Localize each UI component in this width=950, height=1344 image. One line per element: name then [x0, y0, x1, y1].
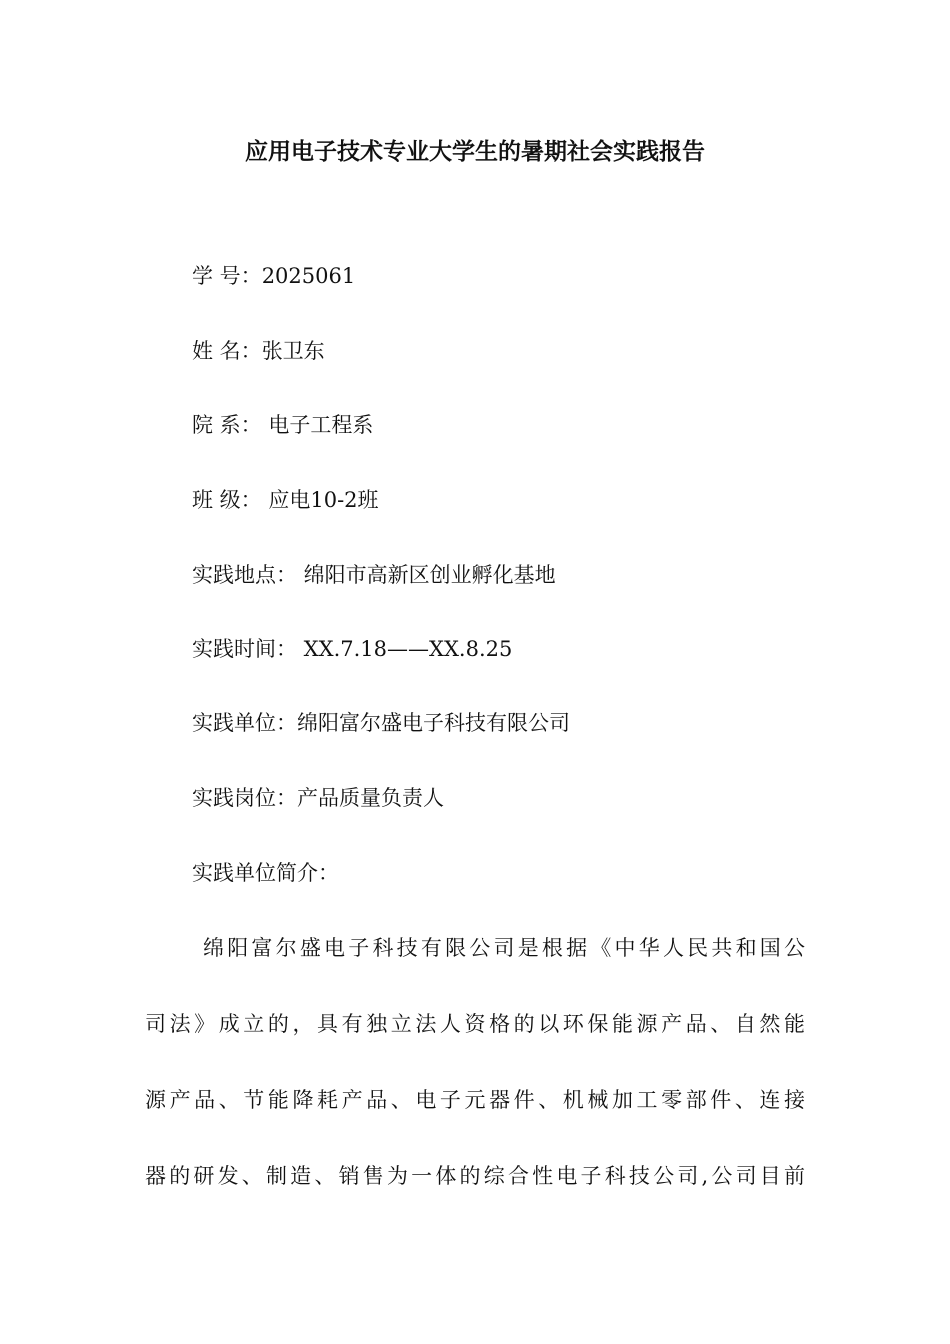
field-student-id [192, 261, 355, 291]
field-value: 张卫东 [261, 339, 325, 363]
field-value: 绵阳市高新区创业孵化基地 [297, 563, 556, 587]
field-name [192, 336, 325, 366]
document-title: 应用电子技术专业大学生的暑期社会实践报告 [245, 139, 705, 165]
field-label: 学 号： [192, 264, 262, 288]
field-label: 班 级： [192, 488, 262, 512]
field-label: 实践时间： [192, 637, 297, 661]
field-label: 院 系： [192, 413, 262, 437]
paragraph-line: 绵阳富尔盛电子科技有限公司是根据《中华人民共和国公 [203, 936, 805, 960]
paragraph-line: 器的研发、制造、销售为一体的综合性电子科技公司,公司目前 [145, 1164, 805, 1188]
field-label: 实践岗位： [192, 786, 297, 810]
field-label: 实践单位： [192, 711, 297, 735]
field-department [192, 410, 373, 440]
field-value: 2025061 [261, 264, 356, 288]
field-time [192, 634, 512, 664]
field-value: XX.7.18——XX.8.25 [297, 637, 513, 661]
field-value: 产品质量负责人 [297, 786, 444, 810]
field-unit [192, 708, 570, 738]
paragraph-line: 源产品、节能降耗产品、电子元器件、机械加工零部件、连接 [145, 1088, 805, 1112]
field-value: 应电10-2班 [261, 488, 379, 512]
field-unit-intro [192, 858, 339, 888]
paragraph-line: 司法》成立的，具有独立法人资格的以环保能源产品、自然能 [145, 1012, 805, 1036]
field-location [192, 560, 556, 590]
field-label: 实践地点： [192, 563, 297, 587]
field-label: 姓 名： [192, 339, 262, 363]
field-label: 实践单位简介： [192, 861, 339, 885]
field-position [192, 783, 444, 813]
field-value: 电子工程系 [261, 413, 374, 437]
intro-paragraph [145, 910, 805, 1214]
field-class [192, 485, 379, 515]
field-value: 绵阳富尔盛电子科技有限公司 [297, 711, 570, 735]
